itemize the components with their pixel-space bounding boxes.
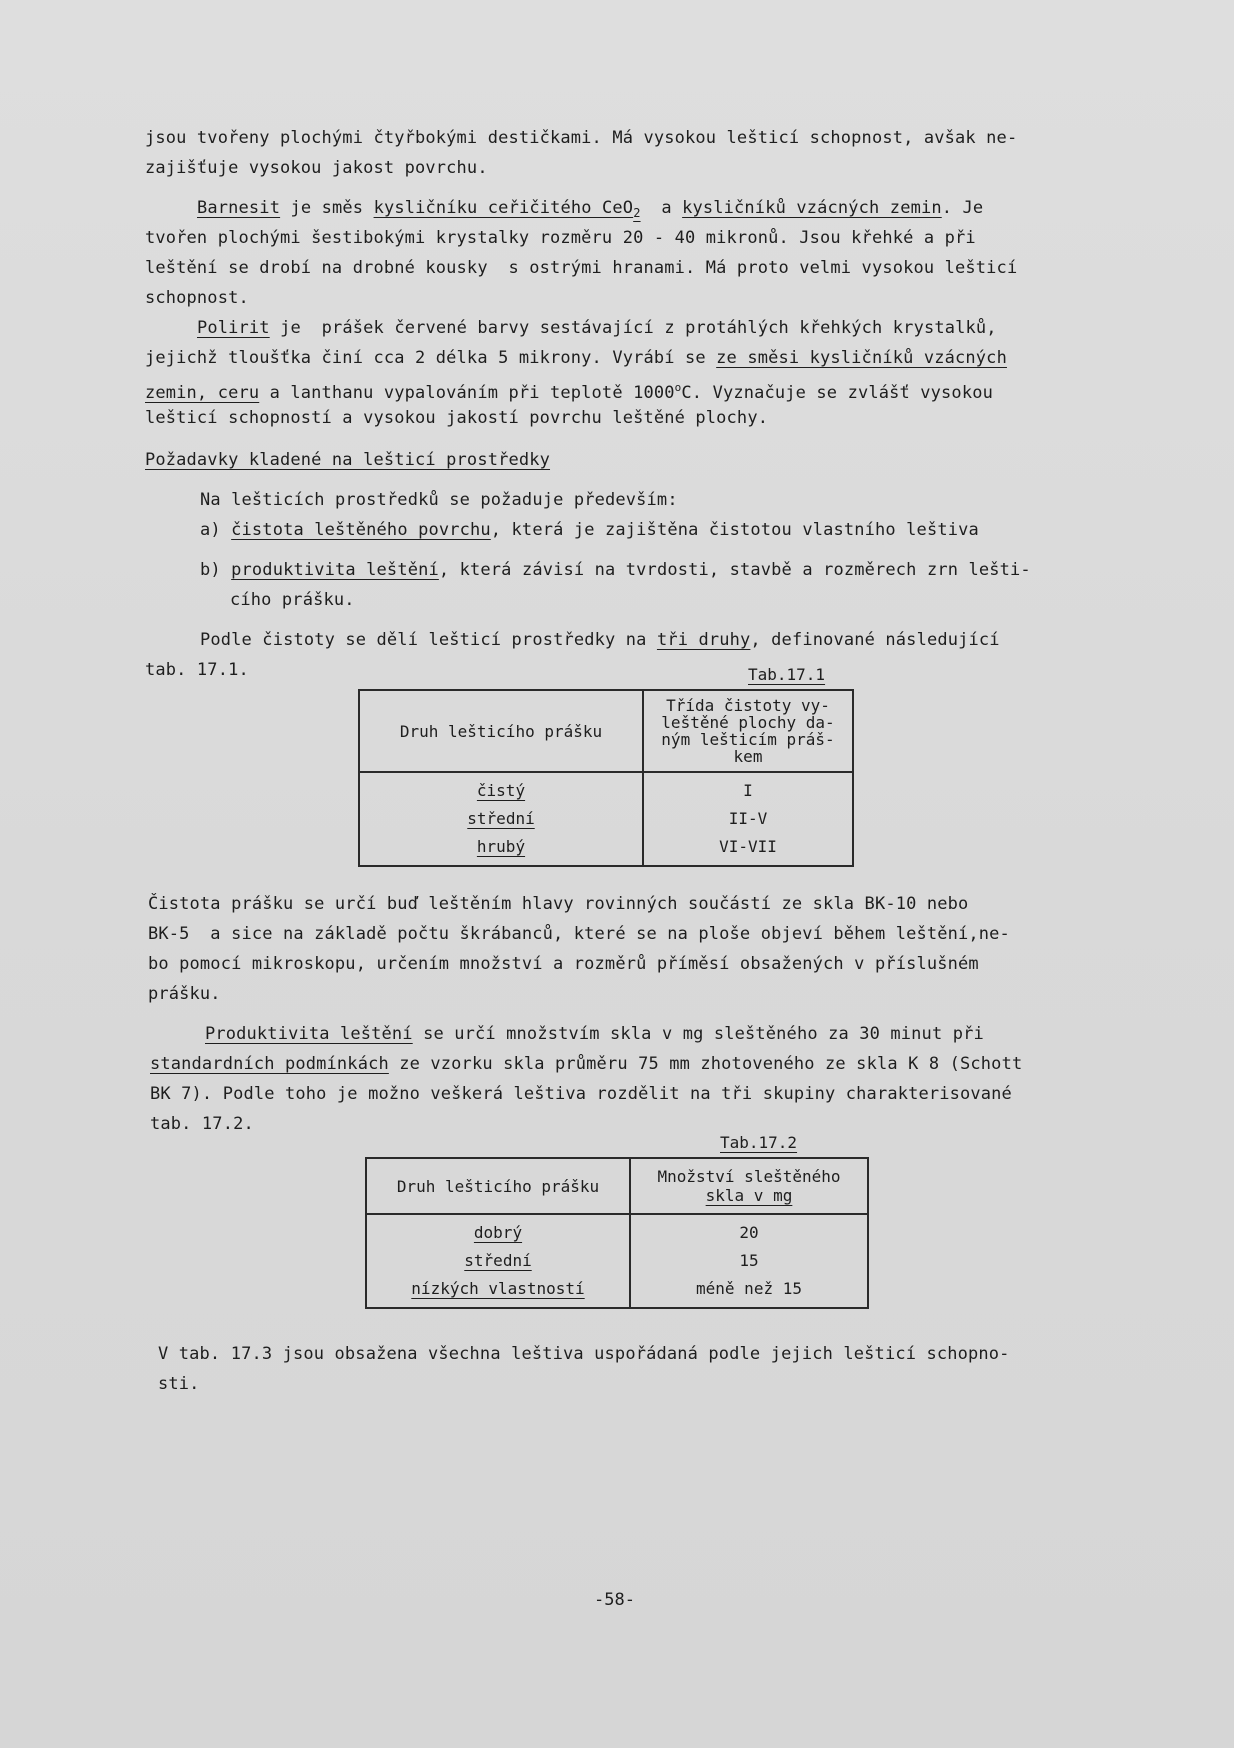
paragraph-line: tab. 17.1. [145,660,249,680]
table-row: hrubý [476,837,526,856]
table-label: Tab.17.2 [720,1133,798,1152]
paragraph-line: sti. [158,1374,200,1394]
table-header-cell: Druh lešticího prášku [366,1158,630,1214]
paragraph-line: Polirit je prášek červené barvy sestávající z protáhlých křehkých krystalků, [197,318,997,338]
paragraph-line: BK-5 a sice na základě počtu škrábanců, které se na ploše objeví během leštění,ne- [148,924,1010,944]
table-row: 20 [739,1223,759,1242]
paragraph-line: tvořen plochými šestibokými krystalky rozměru 20 - 40 mikronů. Jsou křehké a při [145,228,976,248]
table-row: čistý [476,781,526,800]
paragraph-line: bo pomocí mikroskopu, určením množství a rozměrů příměsí obsažených v příslušném [148,954,979,974]
term-polirit: Polirit [197,318,270,338]
paragraph-line: V tab. 17.3 jsou obsažena všechna leštiva uspořádaná podle jejich lešticí schopno- [158,1344,1010,1364]
paragraph-line: cího prášku. [230,590,355,610]
paragraph-line: Na lešticích prostředků se požaduje především: [200,490,678,510]
table-row: II-V [728,809,768,828]
table-row: střední [464,1251,532,1270]
table-label: Tab.17.1 [748,665,826,684]
table-header-cell: Třída čistoty vy- leštěné plochy da- ným lešticím práš- kem [643,690,853,772]
paragraph-line: zemin, ceru a lanthanu vypalováním při teplotě 1000$^o$C. Vyznačuje se zvlášť vysokou [145,381,993,403]
paragraph-line: leštění se drobí na drobné kousky s ostrými hranami. Má proto velmi vysokou lešticí [145,258,1018,278]
table-cell [366,1214,630,1308]
table-cell [630,1214,868,1308]
term-barnesit: Barnesit [197,198,281,218]
table-row: VI-VII [719,837,777,856]
table-row: nízkých vlastností [411,1279,585,1298]
paragraph-line: prášku. [148,984,221,1004]
table-header-cell: Druh lešticího prášku [359,690,643,772]
list-item: a) čistota leštěného povrchu, která je zajištěna čistotou vlastního leštiva [200,520,979,540]
page-number: -58- [594,1590,635,1610]
section-heading: Požadavky kladené na lešticí prostředky [145,450,551,470]
paragraph-line: schopnost. [145,288,249,308]
table-row: střední [467,809,535,828]
paragraph-line: standardních podmínkách ze vzorku skla průměru 75 mm zhotoveného ze skla K 8 (Schott [150,1054,1023,1074]
paragraph-line: Čistota prášku se určí buď leštěním hlavy rovinných součástí ze skla BK-10 nebo [148,894,969,914]
table-row: méně než 15 [696,1279,802,1298]
paragraph-line: jsou tvořeny plochými čtyřbokými destičkami. Má vysokou lešticí schopnost, avšak ne- [145,128,1018,148]
table-row: dobrý [473,1223,523,1242]
paragraph-line: jejichž tloušťka činí cca 2 délka 5 mikrony. Vyrábí se ze směsi kysličníků vzácných [145,348,1007,368]
paragraph-line: Podle čistoty se dělí lešticí prostředky na tři druhy, definované následující [200,630,1000,650]
paragraph-line: BK 7). Podle toho je možno veškerá leštiva rozdělit na tři skupiny charakterisované [150,1084,1012,1104]
list-item: b) produktivita leštění, která závisí na tvrdosti, stavbě a rozměrech zrn lešti- [200,560,1031,580]
table-header-cell: Množství sleštěného skla v mg [630,1158,868,1214]
paragraph-line: tab. 17.2. [150,1114,254,1134]
paragraph-line: zajišťuje vysokou jakost povrchu. [145,158,488,178]
paragraph-line: Produktivita leštění se určí množstvím skla v mg sleštěného za 30 minut při [205,1024,984,1044]
table-17-1 [358,689,854,867]
table-cell [643,772,853,866]
table-17-2 [365,1157,869,1309]
table-row: I [743,781,753,800]
table-row: 15 [739,1251,759,1270]
table-cell [359,772,643,866]
paragraph-line: lešticí schopností a vysokou jakostí povrchu leštěné plochy. [145,408,769,428]
paragraph-line: Barnesit je směs kysličníku ceřičitého CeO$_2$ a kysličníků vzácných zemin. Je [197,198,984,220]
